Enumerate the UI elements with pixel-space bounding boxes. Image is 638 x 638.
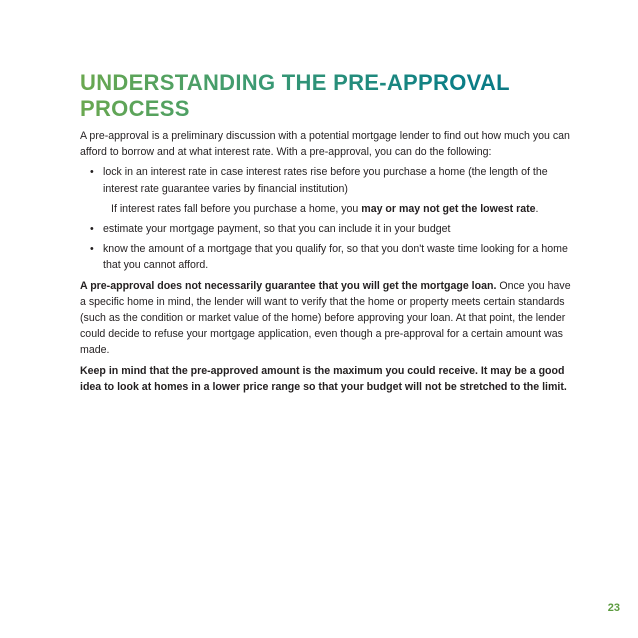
maximum-paragraph: Keep in mind that the pre-approved amount is the maximum you could receive. It may be a good idea to look at homes in a lower price range so that your budget will not be stretched to the limit. (80, 364, 567, 393)
rate-note (80, 201, 576, 217)
guarantee-paragraph (80, 278, 576, 359)
bullet-marker: • (90, 243, 94, 256)
guarantee-rest: Once you have a specific home in mind, the lender will want to verify that the home or property meets certain standards (such as the condition or market value of the home) before approving your loan. At that point, the lender could decide to refuse your mortgage application, even though a pre-approval for a certain amount was made. (80, 279, 571, 357)
bullet-list-2 (80, 221, 576, 274)
rate-note-suffix: . (535, 202, 539, 215)
guarantee-lead: A pre-approval does not necessarily guarantee that you will get the mortgage loan. (80, 279, 497, 292)
bullet-item (80, 221, 576, 237)
body-text (80, 128, 576, 399)
heading-line-1: UNDERSTANDING THE PRE-APPROVAL (80, 70, 510, 95)
page-heading (80, 70, 580, 122)
bullet-marker: • (90, 223, 94, 236)
bullet-text: lock in an interest rate in case interest rates rise before you purchase a home (the length of the interest rate guarantee varies by financial institution) (103, 166, 548, 195)
heading-line-2: PROCESS (80, 96, 190, 121)
bullet-marker: • (90, 166, 94, 179)
bullet-item (80, 164, 576, 196)
bullet-text: know the amount of a mortgage that you qualify for, so that you don't waste time looking for a home that you cannot afford. (103, 243, 568, 272)
intro-paragraph: A pre-approval is a preliminary discussion with a potential mortgage lender to find out how much you can afford to borrow and at what interest rate. With a pre-approval, you can do the following: (80, 130, 570, 159)
bullet-list-1 (80, 164, 576, 196)
rate-note-bold: may or may not get the lowest rate (361, 202, 536, 215)
rate-note-prefix: If interest rates fall before you purchase a home, you (111, 202, 362, 215)
page-number: 23 (607, 602, 620, 614)
bullet-item (80, 241, 576, 273)
bullet-text: estimate your mortgage payment, so that you can include it in your budget (103, 223, 451, 236)
